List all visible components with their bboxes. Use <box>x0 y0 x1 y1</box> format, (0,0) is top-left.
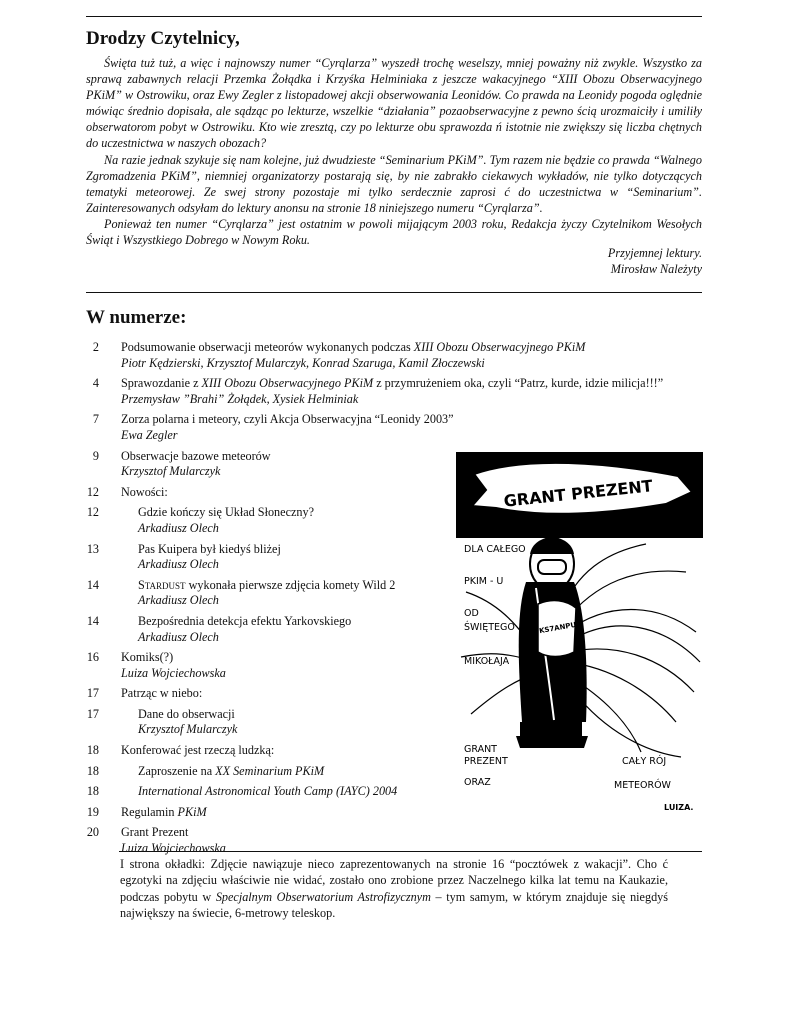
toc-page-number: 17 <box>86 706 99 721</box>
comic-caption-line: MIKOŁAJA <box>464 656 510 667</box>
toc-page-number: 18 <box>86 743 99 758</box>
toc-title-smallcaps: Stardust <box>138 577 186 592</box>
toc-page-number: 16 <box>86 650 99 665</box>
toc-author: Arkadiusz Olech <box>138 629 219 644</box>
toc-author: Luiza Wojciechowska <box>121 665 226 680</box>
toc-page-number: 19 <box>86 804 99 819</box>
comic-caption-line: ŚWIĘTEGO <box>464 622 515 633</box>
cover-caption-emphasis: Specjalnym Obserwatorium Astrofizycznym <box>215 889 431 904</box>
toc-author: Krzysztof Mularczyk <box>138 722 238 737</box>
toc-title-emphasis: International Astronomical Youth Camp (IAYC) 2004 <box>138 784 398 799</box>
comic-bottom-left: PREZENT <box>464 756 508 767</box>
toc-title-emphasis: XIII Obozu Obserwacyjnego PKiM <box>413 340 586 354</box>
toc-author: Piotr Kędzierski, Krzysztof Mularczyk, Konrad Szaruga, Kamil Złoczewski <box>121 355 485 370</box>
toc-section-title: Konferować jest rzeczą ludzką: <box>121 743 275 758</box>
signature-block <box>608 245 702 278</box>
editorial-paragraph: Na razie jednak szykuje się nam kolejne, już dwudzieste “Seminarium PKiM”. Tym razem nie będzie co prawda “Walnego Zgromadzenia PKiM”, niemniej organizatorzy postarają się, by nie zabrakło ciekawych wykładów, nie tylko dotyczących tematyki meteorowej. Ze swej strony pozostaje mi tylko serdecznie zaprosi ć do uczestnictwa w “Seminarium”. Zainteresowanych odsyłam do lektury anonsu na stronie 18 niniejszego numeru “Cyrqlarza”. <box>86 152 702 215</box>
comic-caption-line: DLA CAŁEGO <box>464 544 526 555</box>
toc-author: Przemysław ”Brahi” Żołądek, Xysiek Helminiak <box>121 391 359 406</box>
cover-caption-text-end: – tym samym, w którym znajduje się niegdyś największy na świecie, 6-metrowy teleskop. <box>120 889 668 920</box>
editorial-paragraph: Ponieważ ten numer “Cyrqlarza” jest ostatnim w powoli mijającym 2003 roku, Redakcja życzy Czytelnikom Wesołych Świąt i Wszystkiego Dobrego w Nowym Roku. <box>86 216 702 248</box>
grant-prezent-comic <box>456 452 703 820</box>
comic-bottom-left: ORAZ <box>464 777 491 788</box>
editorial-paragraph: Święta tuż tuż, a więc i najnowszy numer “Cyrqlarza” wyszedł trochę weselszy, mniej poważny niż zwykle. Wszystko za sprawą zabawnych relacji Przemka Żołądka i Krzyśka Helminiaka z jeszcze wakacyjnego “XIII Obozu Obserwacyjnego PKiM” w Ostrowiku, oraz Ewy Zegler z listopadowej akcji obserwowania Leonidów. Co prawda na Leonidy pogoda oględnie mówiąc średnio dopisała, ale sądząc po lekturze, wszelkie “działania” pozaobserwacyjne z pewno ścią urozmaiciły i umiliły obserwatorom pobyt w Ostrowiku. Kto wie zresztą, czy po lekturze obu sprawozda ń istotnie nie zwiększy się liczba chętnych do uczestnictwa w naszych obozach? <box>86 56 702 151</box>
top-rule <box>86 16 702 17</box>
banner-text: GRANT PREZENT <box>502 476 654 511</box>
toc-title: Obserwacje bazowe meteorów <box>121 448 271 463</box>
toc-entry[interactable] <box>86 340 706 371</box>
toc-page-number: 2 <box>92 340 99 354</box>
toc-author: Krzysztof Mularczyk <box>121 464 221 479</box>
toc-title-emphasis: XX Seminarium PKiM <box>215 763 325 778</box>
sack-scribble: KS7ANPU <box>538 620 577 636</box>
toc-title: Gdzie kończy się Układ Słoneczny? <box>138 505 314 520</box>
toc-page-number: 12 <box>86 484 99 499</box>
middle-rule <box>86 292 702 293</box>
toc-page-number: 18 <box>86 784 99 799</box>
toc-page-number: 9 <box>92 448 99 463</box>
toc-page-number: 18 <box>86 763 99 778</box>
toc-page-number: 7 <box>92 412 99 427</box>
cover-caption-text: I strona okładki: Zdjęcie nawiązuje nieco zaprezentowanych na stronie 16 “pocztówek z wakacji”. Cho ć egzotyki na zdjęciu właściwie nie widać, zostało ono zrobione przez Naczelnego kilka lat temu na Kaukazie, podczas pobytu w <box>120 857 668 904</box>
toc-title-emphasis: XIII Obozu Obserwacyjnego PKiM <box>201 376 374 391</box>
toc-title: Pas Kuipera był kiedyś bliżej <box>138 541 281 556</box>
toc-title: wykonała pierwsze zdjęcia komety Wild 2 <box>185 577 396 592</box>
toc-section-title: Patrząc w niebo: <box>121 686 203 701</box>
toc-author: Arkadiusz Olech <box>138 520 219 535</box>
artist-signature: LUIZA. <box>664 803 694 812</box>
bottom-rule <box>119 851 702 852</box>
toc-title: Komiks(?) <box>121 650 174 665</box>
toc-page-number: 4 <box>92 376 99 391</box>
toc-page-number: 14 <box>86 577 99 592</box>
toc-entry[interactable] <box>86 376 706 407</box>
toc-page-number: 20 <box>86 825 99 840</box>
toc-title-emphasis: PKiM <box>177 804 207 819</box>
toc-author: Ewa Zegler <box>121 427 178 442</box>
toc-title: Bezpośrednia detekcja efektu Yarkovskiego <box>138 613 352 628</box>
toc-author: Arkadiusz Olech <box>138 593 219 608</box>
toc-title: Grant Prezent <box>121 825 189 840</box>
comic-bottom-right: METEORÓW <box>614 780 671 791</box>
comic-caption-line: PKIM - U <box>464 576 504 587</box>
toc-page-number: 14 <box>86 613 99 628</box>
toc-title: Zorza polarna i meteory, czyli Akcja Obserwacyjna “Leonidy 2003” <box>121 412 454 427</box>
signature-name: Mirosław Należyty <box>610 262 702 277</box>
toc-section-title: Nowości: <box>121 484 168 499</box>
toc-title-continued: z przymrużeniem oka, czyli “Patrz, kurde, idzie milicja!!!” <box>373 376 664 391</box>
toc-title: Zaproszenie na <box>138 763 216 778</box>
comic-bottom-left: GRANT <box>464 744 497 755</box>
closing-line: Przyjemnej lektury. <box>607 246 702 260</box>
toc-heading: W numerze: <box>86 307 187 328</box>
toc-title: Regulamin <box>121 804 178 819</box>
editorial-text <box>86 55 702 248</box>
greeting-heading: Drodzy Czytelnicy, <box>86 28 240 49</box>
toc-author: Luiza Wojciechowska <box>121 841 226 856</box>
toc-page-number: 13 <box>86 541 99 556</box>
toc-title: Sprawozdanie z <box>121 376 202 391</box>
toc-author: Arkadiusz Olech <box>138 557 219 572</box>
comic-bottom-right: CAŁY RÓJ <box>622 756 667 767</box>
toc-title: Podsumowanie obserwacji meteorów wykonanych podczas <box>121 340 414 354</box>
toc-entry[interactable] <box>86 412 706 443</box>
toc-page-number: 17 <box>86 686 99 701</box>
comic-caption-line: OD <box>464 608 479 619</box>
toc-title: Dane do obserwacji <box>138 706 235 721</box>
cover-caption <box>120 856 668 921</box>
toc-page-number: 12 <box>86 505 99 520</box>
